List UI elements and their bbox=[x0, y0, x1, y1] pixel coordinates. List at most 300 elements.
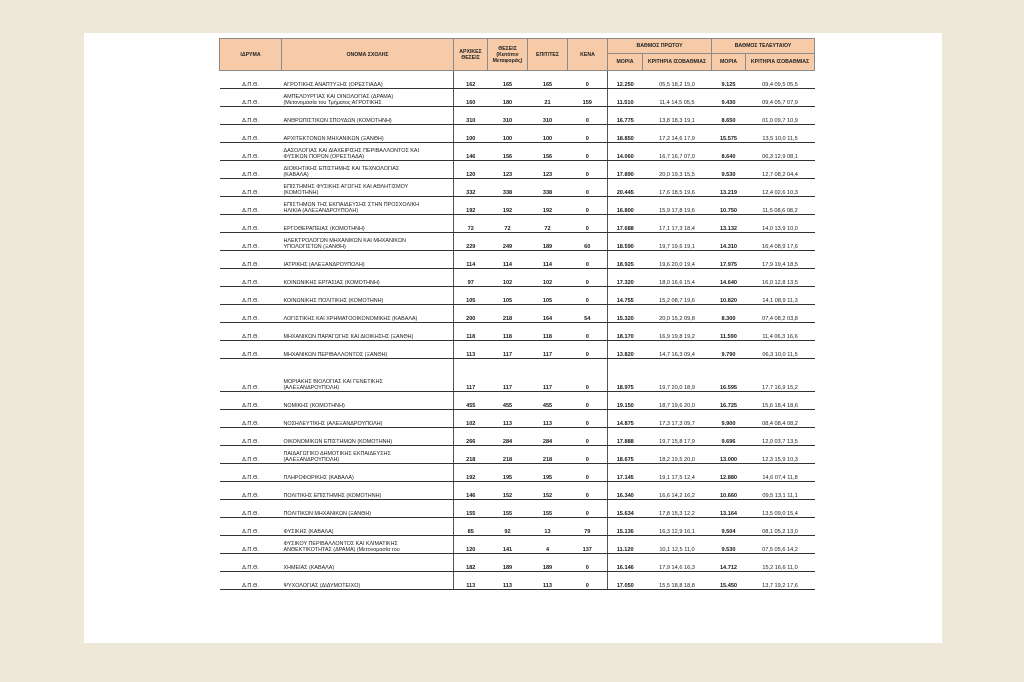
last-points-cell: 8.640 bbox=[712, 143, 746, 161]
first-tiebreak-cell: 19,1 17,5 12,4 bbox=[643, 464, 712, 482]
last-tiebreak-cell: 13,5 09,0 15,4 bbox=[746, 500, 815, 518]
vacant-cell: 0 bbox=[568, 125, 608, 143]
school-name-line: ΥΠΟΛΟΓΙΣΤΩΝ (ΞΑΝΘΗ) bbox=[283, 244, 346, 250]
last-points-cell: 13.164 bbox=[712, 500, 746, 518]
seats-cell: 455 bbox=[488, 392, 528, 410]
vacant-cell: 0 bbox=[568, 500, 608, 518]
table-body bbox=[220, 71, 815, 590]
institution-cell: Δ.Π.Θ. bbox=[220, 410, 282, 428]
last-tiebreak-cell: 06,3 10,0 11,5 bbox=[746, 341, 815, 359]
last-tiebreak-cell: 12,7 08,2 04,4 bbox=[746, 161, 815, 179]
first-tiebreak-cell: 16,9 19,8 19,2 bbox=[643, 323, 712, 341]
institution-cell: Δ.Π.Θ. bbox=[220, 482, 282, 500]
last-points-cell: 13.000 bbox=[712, 446, 746, 464]
school-name-line: ΦΥΣΙΚΗΣ (ΚΑΒΑΛΑ) bbox=[283, 529, 334, 535]
table-row bbox=[220, 305, 815, 323]
school-name-line: ΠΟΛΙΤΙΚΗΣ ΕΠΙΣΤΗΜΗΣ (ΚΟΜΟΤΗΝΗ) bbox=[283, 493, 382, 499]
last-points-cell: 14.310 bbox=[712, 233, 746, 251]
seats-cell: 123 bbox=[488, 161, 528, 179]
school-name-line: ΔΑΣΟΛΟΓΙΑΣ ΚΑΙ ΔΙΑΧΕΙΡΙΣΗΣ ΠΕΡΙΒΑΛΛΟΝΤΟΣ ΚΑΙ bbox=[283, 148, 419, 154]
seats-cell: 165 bbox=[488, 71, 528, 89]
seats-cell: 180 bbox=[488, 89, 528, 107]
initial-seats-cell: 117 bbox=[454, 374, 488, 392]
school-name-line: ΑΝΘΕΚΤΙΚΟΤΗΤΑΣ (ΔΡΑΜΑ) (Μετονομασία του bbox=[283, 547, 400, 553]
seats-cell: 218 bbox=[488, 446, 528, 464]
initial-seats-cell: 100 bbox=[454, 125, 488, 143]
school-name-cell bbox=[282, 143, 454, 161]
table-row bbox=[220, 71, 815, 89]
institution-cell: Δ.Π.Θ. bbox=[220, 305, 282, 323]
last-points-cell: 8.300 bbox=[712, 305, 746, 323]
first-tiebreak-cell: 17,8 15,3 12,2 bbox=[643, 500, 712, 518]
successful-cell: 114 bbox=[528, 251, 568, 269]
institution-cell: Δ.Π.Θ. bbox=[220, 125, 282, 143]
seats-cell: 114 bbox=[488, 251, 528, 269]
last-points-cell: 14.640 bbox=[712, 269, 746, 287]
institution-cell: Δ.Π.Θ. bbox=[220, 161, 282, 179]
first-tiebreak-cell: 17,1 17,3 18,4 bbox=[643, 215, 712, 233]
school-name-cell bbox=[282, 125, 454, 143]
successful-cell: 113 bbox=[528, 410, 568, 428]
initial-seats-cell: 146 bbox=[454, 482, 488, 500]
last-tiebreak-cell: 07,4 08,2 03,8 bbox=[746, 305, 815, 323]
successful-cell: 113 bbox=[528, 572, 568, 590]
col-header-last-points: ΜΟΡΙΑ bbox=[712, 54, 746, 71]
successful-cell: 156 bbox=[528, 143, 568, 161]
successful-cell: 100 bbox=[528, 125, 568, 143]
first-points-cell: 17.688 bbox=[608, 215, 643, 233]
table-spacer-row bbox=[220, 359, 815, 375]
school-name-line: ΑΜΠΕΛΟΥΡΓΙΑΣ ΚΑΙ ΟΙΝΟΛΟΓΙΑΣ (ΔΡΑΜΑ) bbox=[283, 94, 394, 100]
initial-seats-cell: 266 bbox=[454, 428, 488, 446]
successful-cell: 310 bbox=[528, 107, 568, 125]
first-points-cell: 11.510 bbox=[608, 89, 643, 107]
school-name-line: ΧΗΜΕΙΑΣ (ΚΑΒΑΛΑ) bbox=[283, 565, 335, 571]
last-tiebreak-cell: 14,0 13,9 10,0 bbox=[746, 215, 815, 233]
first-tiebreak-cell: 15,2 08,7 19,6 bbox=[643, 287, 712, 305]
successful-cell: 117 bbox=[528, 341, 568, 359]
first-points-cell: 14.755 bbox=[608, 287, 643, 305]
school-name-cell bbox=[282, 161, 454, 179]
table-row bbox=[220, 125, 815, 143]
school-name-cell bbox=[282, 323, 454, 341]
table-row bbox=[220, 287, 815, 305]
first-tiebreak-cell: 17,9 14,6 16,3 bbox=[643, 554, 712, 572]
last-points-cell: 9.530 bbox=[712, 536, 746, 554]
school-name-line: ΚΟΙΝΩΝΙΚΗΣ ΕΡΓΑΣΙΑΣ (ΚΟΜΟΤΗΝΗ) bbox=[283, 280, 380, 286]
first-points-cell: 16.146 bbox=[608, 554, 643, 572]
first-tiebreak-cell: 18,0 16,6 15,4 bbox=[643, 269, 712, 287]
successful-cell: 13 bbox=[528, 518, 568, 536]
school-name-line: ΑΡΧΙΤΕΚΤΟΝΩΝ ΜΗΧΑΝΙΚΩΝ (ΞΑΝΘΗ) bbox=[283, 136, 384, 142]
successful-cell: 105 bbox=[528, 287, 568, 305]
institution-cell: Δ.Π.Θ. bbox=[220, 554, 282, 572]
last-points-cell: 9.696 bbox=[712, 428, 746, 446]
seats-cell: 249 bbox=[488, 233, 528, 251]
vacant-cell: 0 bbox=[568, 179, 608, 197]
school-name-line: ΦΥΣΙΚΟΥ ΠΕΡΙΒΑΛΛΟΝΤΟΣ ΚΑΙ ΚΛΙΜΑΤΙΚΗΣ bbox=[283, 541, 398, 547]
vacant-cell: 54 bbox=[568, 305, 608, 323]
vacant-cell: 0 bbox=[568, 410, 608, 428]
table-row bbox=[220, 410, 815, 428]
initial-seats-cell: 455 bbox=[454, 392, 488, 410]
last-tiebreak-cell: 09,4 09,5 05,5 bbox=[746, 71, 815, 89]
successful-cell: 164 bbox=[528, 305, 568, 323]
col-header-successful: ΕΠΙΤ/ΤΕΣ bbox=[528, 39, 568, 71]
first-tiebreak-cell: 19,7 20,0 18,9 bbox=[643, 374, 712, 392]
school-name-cell bbox=[282, 572, 454, 590]
table-row bbox=[220, 215, 815, 233]
first-points-cell: 17.050 bbox=[608, 572, 643, 590]
institution-cell: Δ.Π.Θ. bbox=[220, 143, 282, 161]
first-points-cell: 19.150 bbox=[608, 392, 643, 410]
vacant-cell: 0 bbox=[568, 572, 608, 590]
successful-cell: 189 bbox=[528, 554, 568, 572]
col-header-last-score: ΒΑΘΜΟΣ ΤΕΛΕΥΤΑΙΟΥ bbox=[712, 39, 815, 54]
first-points-cell: 15.136 bbox=[608, 518, 643, 536]
vacant-cell: 0 bbox=[568, 482, 608, 500]
initial-seats-cell: 192 bbox=[454, 464, 488, 482]
last-tiebreak-cell: 12,4 02,6 10,3 bbox=[746, 179, 815, 197]
vacant-cell: 0 bbox=[568, 71, 608, 89]
successful-cell: 284 bbox=[528, 428, 568, 446]
successful-cell: 195 bbox=[528, 464, 568, 482]
first-points-cell: 18.975 bbox=[608, 374, 643, 392]
first-tiebreak-cell: 17,3 17,3 09,7 bbox=[643, 410, 712, 428]
initial-seats-cell: 218 bbox=[454, 446, 488, 464]
initial-seats-cell: 160 bbox=[454, 89, 488, 107]
initial-seats-cell: 113 bbox=[454, 572, 488, 590]
school-name-cell bbox=[282, 233, 454, 251]
seats-cell: 105 bbox=[488, 287, 528, 305]
school-name-cell bbox=[282, 482, 454, 500]
vacant-cell: 0 bbox=[568, 143, 608, 161]
school-name-cell bbox=[282, 518, 454, 536]
last-tiebreak-cell: 14,6 07,4 11,8 bbox=[746, 464, 815, 482]
last-points-cell: 13.132 bbox=[712, 215, 746, 233]
last-tiebreak-cell: 11,4 06,3 16,6 bbox=[746, 323, 815, 341]
vacant-cell: 0 bbox=[568, 161, 608, 179]
first-points-cell: 14.875 bbox=[608, 410, 643, 428]
institution-cell: Δ.Π.Θ. bbox=[220, 107, 282, 125]
last-points-cell: 9.790 bbox=[712, 341, 746, 359]
last-tiebreak-cell: 12,3 15,9 10,3 bbox=[746, 446, 815, 464]
institution-cell: Δ.Π.Θ. bbox=[220, 89, 282, 107]
col-header-institution: ΙΔΡΥΜΑ bbox=[220, 39, 282, 71]
school-name-line: ΝΟΜΙΚΗΣ (ΚΟΜΟΤΗΝΗ) bbox=[283, 403, 345, 409]
institution-cell: Δ.Π.Θ. bbox=[220, 287, 282, 305]
last-tiebreak-cell: 01,0 09,7 10,9 bbox=[746, 107, 815, 125]
initial-seats-cell: 200 bbox=[454, 305, 488, 323]
successful-cell: 152 bbox=[528, 482, 568, 500]
first-points-cell: 18.925 bbox=[608, 251, 643, 269]
table-row bbox=[220, 428, 815, 446]
institution-cell: Δ.Π.Θ. bbox=[220, 323, 282, 341]
first-points-cell: 18.170 bbox=[608, 323, 643, 341]
first-tiebreak-cell: 05,5 18,2 15,0 bbox=[643, 71, 712, 89]
vacant-cell: 0 bbox=[568, 341, 608, 359]
table-row bbox=[220, 197, 815, 215]
last-tiebreak-cell: 17,7 16,9 15,2 bbox=[746, 374, 815, 392]
successful-cell: 218 bbox=[528, 446, 568, 464]
table-row bbox=[220, 323, 815, 341]
institution-cell: Δ.Π.Θ. bbox=[220, 197, 282, 215]
institution-cell: Δ.Π.Θ. bbox=[220, 179, 282, 197]
school-name-cell bbox=[282, 269, 454, 287]
school-name-line: (ΑΛΕΞΑΝΔΡΟΥΠΟΛΗ) bbox=[283, 385, 340, 391]
first-points-cell: 15.634 bbox=[608, 500, 643, 518]
school-name-line: ΨΥΧΟΛΟΓΙΑΣ (ΔΙΔΥΜΟΤΕΙΧΟ) bbox=[283, 583, 361, 589]
school-name-line: (ΚΑΒΑΛΑ) bbox=[283, 172, 309, 178]
last-tiebreak-cell: 09,4 05,7 07,9 bbox=[746, 89, 815, 107]
school-name-cell bbox=[282, 71, 454, 89]
school-name-cell bbox=[282, 107, 454, 125]
first-points-cell: 12.250 bbox=[608, 71, 643, 89]
last-points-cell: 11.590 bbox=[712, 323, 746, 341]
first-tiebreak-cell: 16,7 16,7 07,0 bbox=[643, 143, 712, 161]
last-points-cell: 17.975 bbox=[712, 251, 746, 269]
last-points-cell: 9.900 bbox=[712, 410, 746, 428]
school-name-cell bbox=[282, 554, 454, 572]
last-tiebreak-cell: 12,0 03,7 13,5 bbox=[746, 428, 815, 446]
vacant-cell: 0 bbox=[568, 269, 608, 287]
school-name-cell bbox=[282, 305, 454, 323]
institution-cell: Δ.Π.Θ. bbox=[220, 392, 282, 410]
successful-cell: 189 bbox=[528, 233, 568, 251]
last-points-cell: 12.880 bbox=[712, 464, 746, 482]
first-tiebreak-cell: 18,2 19,5 20,0 bbox=[643, 446, 712, 464]
col-header-school-name: ΟΝΟΜΑ ΣΧΟΛΗΣ bbox=[282, 39, 454, 71]
institution-cell: Δ.Π.Θ. bbox=[220, 428, 282, 446]
institution-cell: Δ.Π.Θ. bbox=[220, 500, 282, 518]
last-tiebreak-cell: 08,1 05,2 13,0 bbox=[746, 518, 815, 536]
school-name-line: ΠΑΙΔΑΓΩΓΙΚΟ ΔΗΜΟΤΙΚΗΣ ΕΚΠΑΙΔΕΥΣΗΣ bbox=[283, 451, 391, 457]
successful-cell: 72 bbox=[528, 215, 568, 233]
first-points-cell: 17.888 bbox=[608, 428, 643, 446]
col-header-first-tiebreak: ΚΡΙΤΗΡΙΑ ΙΣΟΒΑΘΜΙΑΣ bbox=[643, 54, 712, 71]
institution-cell: Δ.Π.Θ. bbox=[220, 341, 282, 359]
first-tiebreak-cell: 15,5 18,8 18,8 bbox=[643, 572, 712, 590]
vacant-cell: 0 bbox=[568, 107, 608, 125]
school-name-line: ΗΛΕΚΤΡΟΛΟΓΩΝ ΜΗΧΑΝΙΚΩΝ ΚΑΙ ΜΗΧΑΝΙΚΩΝ bbox=[283, 238, 406, 244]
last-points-cell: 14.712 bbox=[712, 554, 746, 572]
last-points-cell: 8.650 bbox=[712, 107, 746, 125]
initial-seats-cell: 146 bbox=[454, 143, 488, 161]
last-tiebreak-cell: 17,9 19,4 18,5 bbox=[746, 251, 815, 269]
seats-cell: 284 bbox=[488, 428, 528, 446]
initial-seats-cell: 120 bbox=[454, 161, 488, 179]
first-points-cell: 17.145 bbox=[608, 464, 643, 482]
successful-cell: 4 bbox=[528, 536, 568, 554]
seats-cell: 189 bbox=[488, 554, 528, 572]
first-tiebreak-cell: 19,6 20,0 19,4 bbox=[643, 251, 712, 269]
successful-cell: 155 bbox=[528, 500, 568, 518]
col-header-last-tiebreak: ΚΡΙΤΗΡΙΑ ΙΣΟΒΑΘΜΙΑΣ bbox=[746, 54, 815, 71]
school-name-line: (ΚΟΜΟΤΗΝΗ) bbox=[283, 190, 319, 196]
col-header-first-score: ΒΑΘΜΟΣ ΠΡΩΤΟΥ bbox=[608, 39, 712, 54]
table-row bbox=[220, 179, 815, 197]
first-tiebreak-cell: 19,7 15,8 17,9 bbox=[643, 428, 712, 446]
vacant-cell: 79 bbox=[568, 518, 608, 536]
school-name-cell bbox=[282, 215, 454, 233]
initial-seats-cell: 72 bbox=[454, 215, 488, 233]
seats-cell: 310 bbox=[488, 107, 528, 125]
school-name-cell bbox=[282, 428, 454, 446]
last-points-cell: 15.450 bbox=[712, 572, 746, 590]
initial-seats-cell: 310 bbox=[454, 107, 488, 125]
initial-seats-cell: 229 bbox=[454, 233, 488, 251]
first-points-cell: 18.850 bbox=[608, 125, 643, 143]
vacant-cell: 0 bbox=[568, 446, 608, 464]
successful-cell: 338 bbox=[528, 179, 568, 197]
institution-cell: Δ.Π.Θ. bbox=[220, 215, 282, 233]
successful-cell: 117 bbox=[528, 374, 568, 392]
vacant-cell: 159 bbox=[568, 89, 608, 107]
first-tiebreak-cell: 10,1 12,5 11,0 bbox=[643, 536, 712, 554]
initial-seats-cell: 102 bbox=[454, 410, 488, 428]
last-points-cell: 15.575 bbox=[712, 125, 746, 143]
seats-cell: 72 bbox=[488, 215, 528, 233]
last-tiebreak-cell: 11,5 08,6 08,2 bbox=[746, 197, 815, 215]
school-name-cell bbox=[282, 197, 454, 215]
last-tiebreak-cell: 08,4 08,4 08,2 bbox=[746, 410, 815, 428]
school-name-line: (ΑΛΕΞΑΝΔΡΟΥΠΟΛΗ) bbox=[283, 457, 340, 463]
school-name-line: ΛΟΓΙΣΤΙΚΗΣ ΚΑΙ ΧΡΗΜΑΤΟΟΙΚΟΝΟΜΙΚΗΣ (ΚΑΒΑΛΑ) bbox=[283, 316, 418, 322]
last-tiebreak-cell: 15,2 16,6 11,0 bbox=[746, 554, 815, 572]
seats-cell: 117 bbox=[488, 374, 528, 392]
table-row bbox=[220, 233, 815, 251]
institution-cell: Δ.Π.Θ. bbox=[220, 71, 282, 89]
table-row bbox=[220, 107, 815, 125]
school-name-cell bbox=[282, 392, 454, 410]
first-tiebreak-cell: 17,6 18,5 19,6 bbox=[643, 179, 712, 197]
vacant-cell: 0 bbox=[568, 374, 608, 392]
vacant-cell: 0 bbox=[568, 323, 608, 341]
school-name-cell bbox=[282, 341, 454, 359]
table-row bbox=[220, 464, 815, 482]
last-tiebreak-cell: 15,6 18,4 18,6 bbox=[746, 392, 815, 410]
institution-cell: Δ.Π.Θ. bbox=[220, 233, 282, 251]
school-name-line: ΦΥΣΙΚΩΝ ΠΟΡΩΝ (ΟΡΕΣΤΙΑΔΑ) bbox=[283, 154, 365, 160]
table-row bbox=[220, 536, 815, 554]
first-points-cell: 15.320 bbox=[608, 305, 643, 323]
first-tiebreak-cell: 18,7 19,6 20,0 bbox=[643, 392, 712, 410]
successful-cell: 123 bbox=[528, 161, 568, 179]
seats-cell: 338 bbox=[488, 179, 528, 197]
last-tiebreak-cell: 16,4 08,9 17,6 bbox=[746, 233, 815, 251]
school-name-line: ΕΠΙΣΤΗΜΗΣ ΦΥΣΙΚΗΣ ΑΓΩΓΗΣ ΚΑΙ ΑΘΛΗΤΙΣΜΟΥ bbox=[283, 184, 409, 190]
institution-cell: Δ.Π.Θ. bbox=[220, 269, 282, 287]
first-tiebreak-cell: 16,6 14,2 16,2 bbox=[643, 482, 712, 500]
last-points-cell: 16.595 bbox=[712, 374, 746, 392]
table-row bbox=[220, 89, 815, 107]
first-tiebreak-cell: 13,8 18,3 19,1 bbox=[643, 107, 712, 125]
seats-cell: 100 bbox=[488, 125, 528, 143]
institution-cell: Δ.Π.Θ. bbox=[220, 374, 282, 392]
school-name-line: (Μετονομασία του Τμήματος ΑΓΡΟΤΙΚΗΣ bbox=[283, 100, 382, 106]
vacant-cell: 60 bbox=[568, 233, 608, 251]
first-points-cell: 11.120 bbox=[608, 536, 643, 554]
first-tiebreak-cell: 17,2 14,6 17,9 bbox=[643, 125, 712, 143]
initial-seats-cell: 182 bbox=[454, 554, 488, 572]
initial-seats-cell: 118 bbox=[454, 323, 488, 341]
school-name-line: ΟΙΚΟΝΟΜΙΚΩΝ ΕΠΙΣΤΗΜΩΝ (ΚΟΜΟΤΗΝΗ) bbox=[283, 439, 393, 445]
last-tiebreak-cell: 09,5 13,1 11,1 bbox=[746, 482, 815, 500]
school-name-cell bbox=[282, 89, 454, 107]
last-tiebreak-cell: 13,5 10,0 11,5 bbox=[746, 125, 815, 143]
last-points-cell: 13.219 bbox=[712, 179, 746, 197]
school-name-line: ΑΝΘΡΩΠΙΣΤΙΚΩΝ ΣΠΟΥΔΩΝ (ΚΟΜΟΤΗΝΗ) bbox=[283, 118, 392, 124]
successful-cell: 118 bbox=[528, 323, 568, 341]
vacant-cell: 0 bbox=[568, 554, 608, 572]
vacant-cell: 0 bbox=[568, 428, 608, 446]
first-points-cell: 18.590 bbox=[608, 233, 643, 251]
last-tiebreak-cell: 06,3 12,9 08,1 bbox=[746, 143, 815, 161]
initial-seats-cell: 113 bbox=[454, 341, 488, 359]
last-points-cell: 10.820 bbox=[712, 287, 746, 305]
school-name-line: ΜΗΧΑΝΙΚΩΝ ΠΑΡΑΓΩΓΗΣ ΚΑΙ ΔΙΟΙΚΗΣΗΣ (ΞΑΝΘΗ) bbox=[283, 334, 414, 340]
school-name-cell bbox=[282, 536, 454, 554]
table-row bbox=[220, 392, 815, 410]
seats-cell: 92 bbox=[488, 518, 528, 536]
institution-cell: Δ.Π.Θ. bbox=[220, 251, 282, 269]
school-name-cell bbox=[282, 464, 454, 482]
institution-cell: Δ.Π.Θ. bbox=[220, 464, 282, 482]
last-points-cell: 10.750 bbox=[712, 197, 746, 215]
first-tiebreak-cell: 20,0 19,3 15,5 bbox=[643, 161, 712, 179]
table-row bbox=[220, 161, 815, 179]
school-name-line: ΜΟΡΙΑΚΗΣ ΒΙΟΛΟΓΙΑΣ ΚΑΙ ΓΕΝΕΤΙΚΗΣ bbox=[283, 379, 383, 385]
seats-cell: 192 bbox=[488, 197, 528, 215]
vacant-cell: 0 bbox=[568, 215, 608, 233]
seats-cell: 113 bbox=[488, 572, 528, 590]
table-row bbox=[220, 251, 815, 269]
school-name-line: ΔΙΟΙΚΗΤΙΚΗΣ ΕΠΙΣΤΗΜΗΣ ΚΑΙ ΤΕΧΝΟΛΟΓΙΑΣ bbox=[283, 166, 400, 172]
school-name-line: ΠΛΗΡΟΦΟΡΙΚΗΣ (ΚΑΒΑΛΑ) bbox=[283, 475, 354, 481]
seats-cell: 117 bbox=[488, 341, 528, 359]
table-row bbox=[220, 341, 815, 359]
table-row bbox=[220, 269, 815, 287]
col-header-vacant: ΚΕΝΑ bbox=[568, 39, 608, 71]
table-row bbox=[220, 446, 815, 464]
last-points-cell: 9.125 bbox=[712, 71, 746, 89]
table-row bbox=[220, 572, 815, 590]
initial-seats-cell: 114 bbox=[454, 251, 488, 269]
initial-seats-cell: 105 bbox=[454, 287, 488, 305]
last-points-cell: 9.530 bbox=[712, 161, 746, 179]
table-row bbox=[220, 500, 815, 518]
last-points-cell: 16.725 bbox=[712, 392, 746, 410]
school-name-cell bbox=[282, 179, 454, 197]
seats-cell: 118 bbox=[488, 323, 528, 341]
vacant-cell: 0 bbox=[568, 287, 608, 305]
institution-cell: Δ.Π.Θ. bbox=[220, 536, 282, 554]
initial-seats-cell: 162 bbox=[454, 71, 488, 89]
col-header-first-points: ΜΟΡΙΑ bbox=[608, 54, 643, 71]
seats-cell: 218 bbox=[488, 305, 528, 323]
institution-cell: Δ.Π.Θ. bbox=[220, 446, 282, 464]
vacant-cell: 0 bbox=[568, 464, 608, 482]
school-name-cell bbox=[282, 251, 454, 269]
successful-cell: 102 bbox=[528, 269, 568, 287]
school-name-cell bbox=[282, 446, 454, 464]
school-name-line: ΚΟΙΝΩΝΙΚΗΣ ΠΟΛΙΤΙΚΗΣ (ΚΟΜΟΤΗΝΗ) bbox=[283, 298, 384, 304]
first-tiebreak-cell: 16,3 12,9 16,1 bbox=[643, 518, 712, 536]
last-tiebreak-cell: 14,1 08,9 11,3 bbox=[746, 287, 815, 305]
first-points-cell: 18.675 bbox=[608, 446, 643, 464]
last-points-cell: 10.660 bbox=[712, 482, 746, 500]
last-points-cell: 9.430 bbox=[712, 89, 746, 107]
